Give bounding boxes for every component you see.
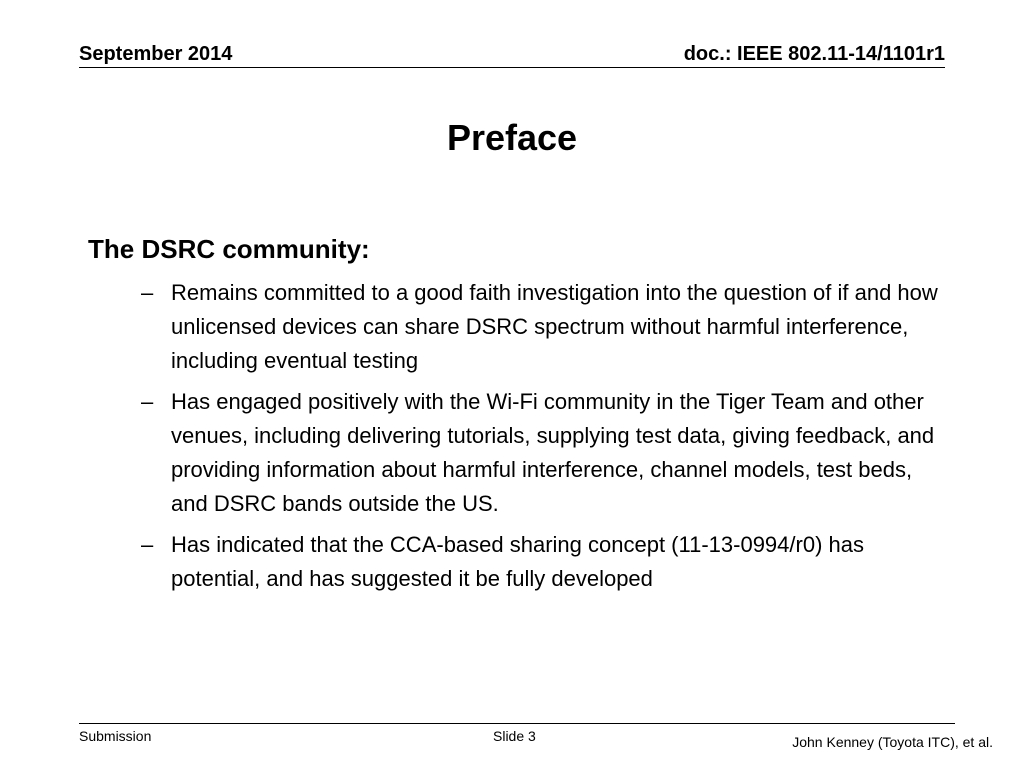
- bullet-text: Has engaged positively with the Wi-Fi community in the Tiger Team and other venues, including delivering tutorials, supplying test data, giving feedback, and providing information about harmful interference, channel models, test beds, and DSRC bands outside the US.: [171, 389, 935, 516]
- header-doc-id: doc.: IEEE 802.11-14/1101r1: [683, 43, 945, 65]
- bullet-item: [0, 276, 946, 378]
- footer-divider: [79, 723, 955, 724]
- dash-marker: –: [141, 389, 154, 414]
- footer-submission: Submission: [79, 728, 152, 744]
- slide-title: Preface: [446, 117, 578, 158]
- bullet-list: [0, 276, 1024, 603]
- footer-slide-number: Slide 3: [493, 728, 536, 744]
- bullet-item: [0, 528, 946, 596]
- header-divider: [79, 67, 945, 68]
- body-heading: The DSRC community:: [88, 234, 370, 264]
- dash-marker: –: [141, 280, 154, 305]
- footer-author: John Kenney (Toyota ITC), et al.: [792, 734, 993, 750]
- bullet-text: Remains committed to a good faith investigation into the question of if and how unlicensed devices can share DSRC spectrum without harmful interference, including eventual testing: [171, 280, 938, 373]
- dash-marker: –: [141, 532, 154, 557]
- bullet-text: Has indicated that the CCA-based sharing concept (11-13-0994/r0) has potential, and has suggested it be fully developed: [171, 532, 864, 591]
- bullet-item: [0, 385, 946, 521]
- header-date: September 2014: [79, 43, 233, 65]
